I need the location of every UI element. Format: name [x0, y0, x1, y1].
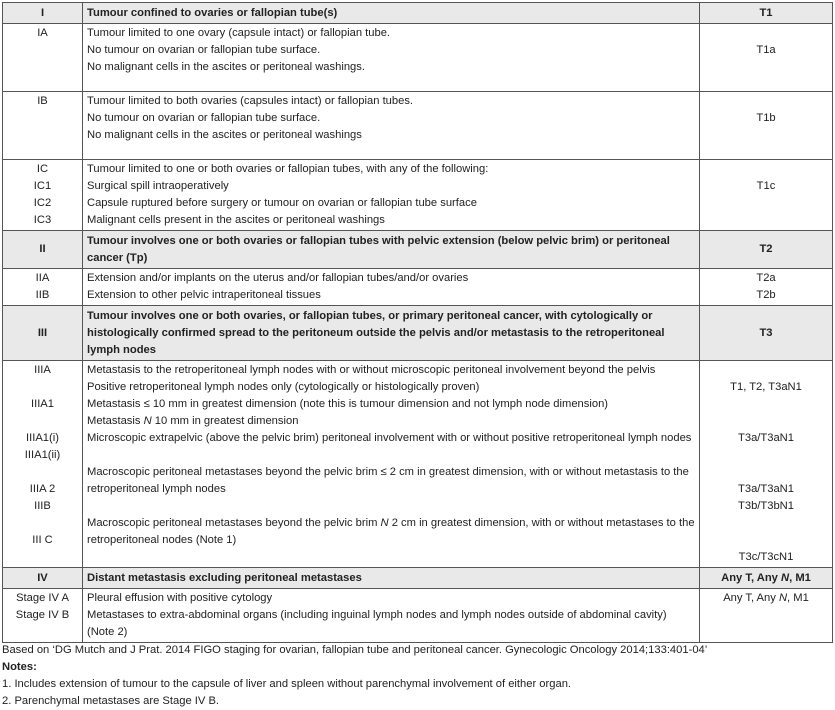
text-part: 10 mm in greatest dimension: [151, 415, 299, 427]
tnm-value: T3b/T3bN1: [738, 500, 794, 512]
tnm-cell: [700, 568, 833, 589]
description-line: Macroscopic peritoneal metastases beyond the pelvic brim ≤ 2 cm in greatest dimension, with or without metastasis to the retroperitoneal lymph nodes: [87, 466, 689, 495]
description-line: Extension and/or implants on the uterus and/or fallopian tubes/and/or ovaries: [87, 272, 469, 284]
table-row: [3, 24, 833, 92]
description-line: [87, 515, 695, 549]
description-cell: [83, 92, 700, 160]
italic-symbol: N: [380, 517, 389, 529]
notes-heading: Notes:: [2, 661, 37, 673]
description-line: Tumour limited to one or both ovaries or fallopian tubes, with any of the following:: [87, 163, 489, 175]
description-line: Metastasis to the retroperitoneal lymph nodes with or without microscopic peritoneal involvement beyond the pelvis: [87, 364, 656, 376]
stage-cell: [3, 160, 83, 231]
description-line: Microscopic extrapelvic (above the pelvic brim) peritoneal involvement with or without positive retroperitoneal lymph nodes: [87, 432, 692, 444]
text-part: Metastasis: [87, 415, 144, 427]
description-line: Metastasis ≤ 10 mm in greatest dimension (note this is tumour dimension and not lymph node dimension): [87, 398, 609, 410]
stage-cell: IA: [3, 24, 83, 92]
description-line: No malignant cells in the ascites or peritoneal washings: [87, 129, 362, 141]
tnm-value: T1c: [756, 180, 776, 192]
table-row: [3, 306, 833, 361]
italic-symbol: N: [781, 571, 790, 584]
description-line: Capsule ruptured before surgery or tumour on ovarian or fallopian tube surface: [87, 197, 477, 209]
tnm-cell: [700, 92, 833, 160]
tnm-value: T3c/T3cN1: [738, 551, 794, 563]
table-row: [3, 92, 833, 160]
description-line: Positive retroperitoneal lymph nodes only (cytologically or histologically proven): [87, 381, 480, 393]
stage-cell: I: [3, 3, 83, 24]
stage-cell: IB: [3, 92, 83, 160]
stage-label: IIIA1(i): [26, 432, 59, 444]
stage-label: Stage IV B: [15, 609, 70, 621]
description-cell: Tumour involves one or both ovaries or fallopian tubes with pelvic extension (below pelvic brim) or peritoneal cancer (Tp): [83, 231, 700, 269]
text-part: Macroscopic peritoneal metastases beyond the pelvic brim: [87, 517, 381, 529]
note-2: 2. Parenchymal metastases are Stage IV B.: [2, 695, 220, 707]
description-line: No malignant cells in the ascites or peritoneal washings.: [87, 61, 365, 73]
stage-label: IIIA 2: [29, 483, 56, 495]
description-cell: [83, 589, 700, 643]
stage-label: IIIB: [34, 500, 51, 512]
description-line: No tumour on ovarian or fallopian tube surface.: [87, 44, 321, 56]
table-row: [3, 231, 833, 269]
text-part: Any T, Any: [723, 592, 779, 604]
stage-label: IC1: [33, 180, 52, 192]
stage-cell: II: [3, 231, 83, 269]
tnm-cell: [700, 269, 833, 306]
source-citation: Based on ‘DG Mutch and J Prat. 2014 FIGO staging for ovarian, fallopian tube and peritoneal cancer. Gynecologic Oncology 2014;133:401-04’: [2, 644, 708, 656]
tnm-value: T2b: [756, 289, 776, 301]
tnm-cell: [700, 589, 833, 643]
tnm-value: T2a: [756, 272, 776, 284]
stage-label: IC2: [33, 197, 52, 209]
tnm-cell: T3: [700, 306, 833, 361]
table-row: [3, 568, 833, 589]
description-cell: Distant metastasis excluding peritoneal metastases: [83, 568, 700, 589]
text-part: Any T, Any: [721, 571, 782, 584]
tnm-value: T3a/T3aN1: [738, 432, 794, 444]
stage-cell: [3, 361, 83, 568]
description-line: Malignant cells present in the ascites or peritoneal washings: [87, 214, 385, 226]
description-line: Surgical spill intraoperatively: [87, 180, 229, 192]
stage-label: IIIA1(ii): [24, 449, 61, 461]
stage-label: IIIA: [34, 364, 51, 376]
stage-cell: III: [3, 306, 83, 361]
tnm-value: T1a: [756, 44, 776, 56]
tnm-value: T1b: [756, 112, 776, 124]
description-cell: Tumour involves one or both ovaries, or fallopian tubes, or primary peritoneal cancer, with cytologically or histologically confirmed spread to the peritoneum outside the pelvis and/or metastasis to the retroperitoneal lymph nodes: [83, 306, 700, 361]
description-cell: Tumour confined to ovaries or fallopian tube(s): [83, 3, 700, 24]
notes-title: [2, 659, 833, 676]
table-row: [3, 589, 833, 643]
description-line: Tumour limited to both ovaries (capsules intact) or fallopian tubes.: [87, 95, 414, 107]
tnm-cell: [700, 160, 833, 231]
stage-label: IIB: [35, 289, 50, 301]
description-cell: [83, 160, 700, 231]
description-line: Extension to other pelvic intraperitoneal tissues: [87, 289, 321, 301]
description-line: Metastases to extra-abdominal organs (including inguinal lymph nodes and lymph nodes outside of abdominal cavity) (Note 2): [87, 609, 667, 638]
description-cell: [83, 24, 700, 92]
stage-label: Stage IV A: [16, 592, 69, 604]
tnm-cell: T2: [700, 231, 833, 269]
description-line: Tumour limited to one ovary (capsule intact) or fallopian tube.: [87, 27, 391, 39]
description-line: Pleural effusion with positive cytology: [87, 592, 273, 604]
italic-symbol: N: [778, 592, 788, 604]
table-row: [3, 361, 833, 568]
tnm-cell: T1: [700, 3, 833, 24]
table-row: [3, 160, 833, 231]
text-part: 2 cm in greatest dimension, with or without metastases to the retroperitoneal nodes (Note 1): [87, 517, 695, 546]
description-cell: [83, 269, 700, 306]
description-cell: [83, 361, 700, 568]
tnm-value: T1, T2, T3aN1: [730, 381, 802, 393]
italic-symbol: N: [143, 415, 152, 427]
stage-cell: [3, 269, 83, 306]
table-row: [3, 3, 833, 24]
table-row: [3, 269, 833, 306]
stage-label: IIIA1: [30, 398, 54, 410]
note-1: 1. Includes extension of tumour to the capsule of liver and spleen without parenchymal involvement of either organ.: [2, 678, 572, 690]
stage-label: IC3: [33, 214, 52, 226]
stage-cell: IV: [3, 568, 83, 589]
description-line: [87, 413, 695, 430]
stage-cell: [3, 589, 83, 643]
stage-label: IIA: [35, 272, 50, 284]
tnm-value: T3a/T3aN1: [738, 483, 794, 495]
tnm-cell: [700, 361, 833, 568]
stage-label: IC: [36, 163, 49, 175]
stage-label: III C: [32, 534, 53, 546]
description-line: No tumour on ovarian or fallopian tube surface.: [87, 112, 321, 124]
tnm-cell: [700, 24, 833, 92]
text-part: , M1: [787, 592, 809, 604]
text-part: , M1: [789, 571, 811, 584]
figo-staging-table: [2, 2, 833, 643]
